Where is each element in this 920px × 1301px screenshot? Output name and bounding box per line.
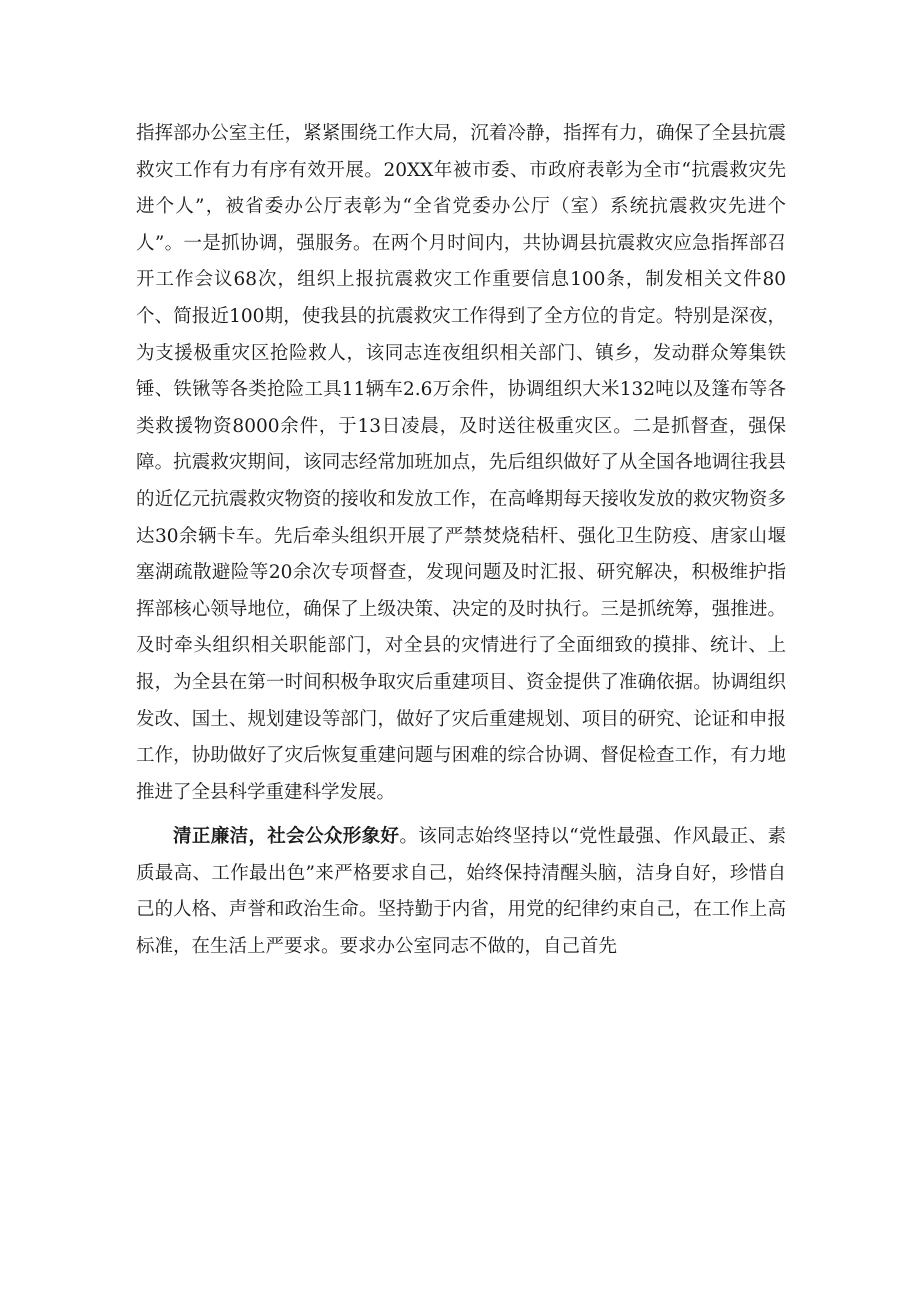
body-paragraph-2 [136,819,786,965]
document-page [136,116,786,966]
body-paragraph-1 [136,116,786,811]
paragraph-1-text: 指挥部办公室主任，紧紧围绕工作大局，沉着冷静，指挥有力，确保了全县抗震救灾工作有力有序有效开展。20XX年被市委、市政府表彰为全市“抗震救灾先进个人”，被省委办公厅表彰为“全省党委办公厅（室）系统抗震救灾先进个人”。一是抓协调，强服务。在两个月时间内，共协调县抗震救灾应急指挥部召开工作会议68次，组织上报抗震救灾工作重要信息100条，制发相关文件80个、简报近100期，使我县的抗震救灾工作得到了全方位的肯定。特别是深夜，为支援极重灾区抢险救人，该同志连夜组织相关部门、镇乡，发动群众筹集铁锤、铁锹等各类抢险工具11辆车2.6万余件，协调组织大米132吨以及篷布等各类救援物资8000余件，于13日凌晨，及时送往极重灾区。二是抓督查，强保障。抗震救灾期间，该同志经常加班加点，先后组织做好了从全国各地调往我县的近亿元抗震救灾物资的接收和发放工作，在高峰期每天接收发放的救灾物资多达30余辆卡车。先后牵头组织开展了严禁焚烧秸杆、强化卫生防疫、唐家山堰塞湖疏散避险等20余次专项督查，发现问题及时汇报、研究解决，积极维护指挥部核心领导地位，确保了上级决策、决定的及时执行。三是抓统筹，强推进。及时牵头组织相关职能部门，对全县的灾情进行了全面细致的摸排、统计、上报，为全县在第一时间积极争取灾后重建项目、资金提供了准确依据。协调组织发改、国土、规划建设等部门，做好了灾后重建规划、项目的研究、论证和申报工作，协助做好了灾后恢复重建问题与困难的综合协调、督促检查工作，有力地推进了全县科学重建科学发展。 [136,123,786,803]
paragraph-2-heading: 清正廉洁，社会公众形象好 [173,826,400,848]
paragraph-2-text: 。该同志始终坚持以“党性最强、作风最正、素质最高、工作最出色”来严格要求自己，始终保持清醒头脑，洁身自好，珍惜自己的人格、声誉和政治生命。坚持勤于内省，用党的纪律约束自己，在工作上高标准，在生活上严要求。要求办公室同志不做的，自己首先 [136,826,786,958]
